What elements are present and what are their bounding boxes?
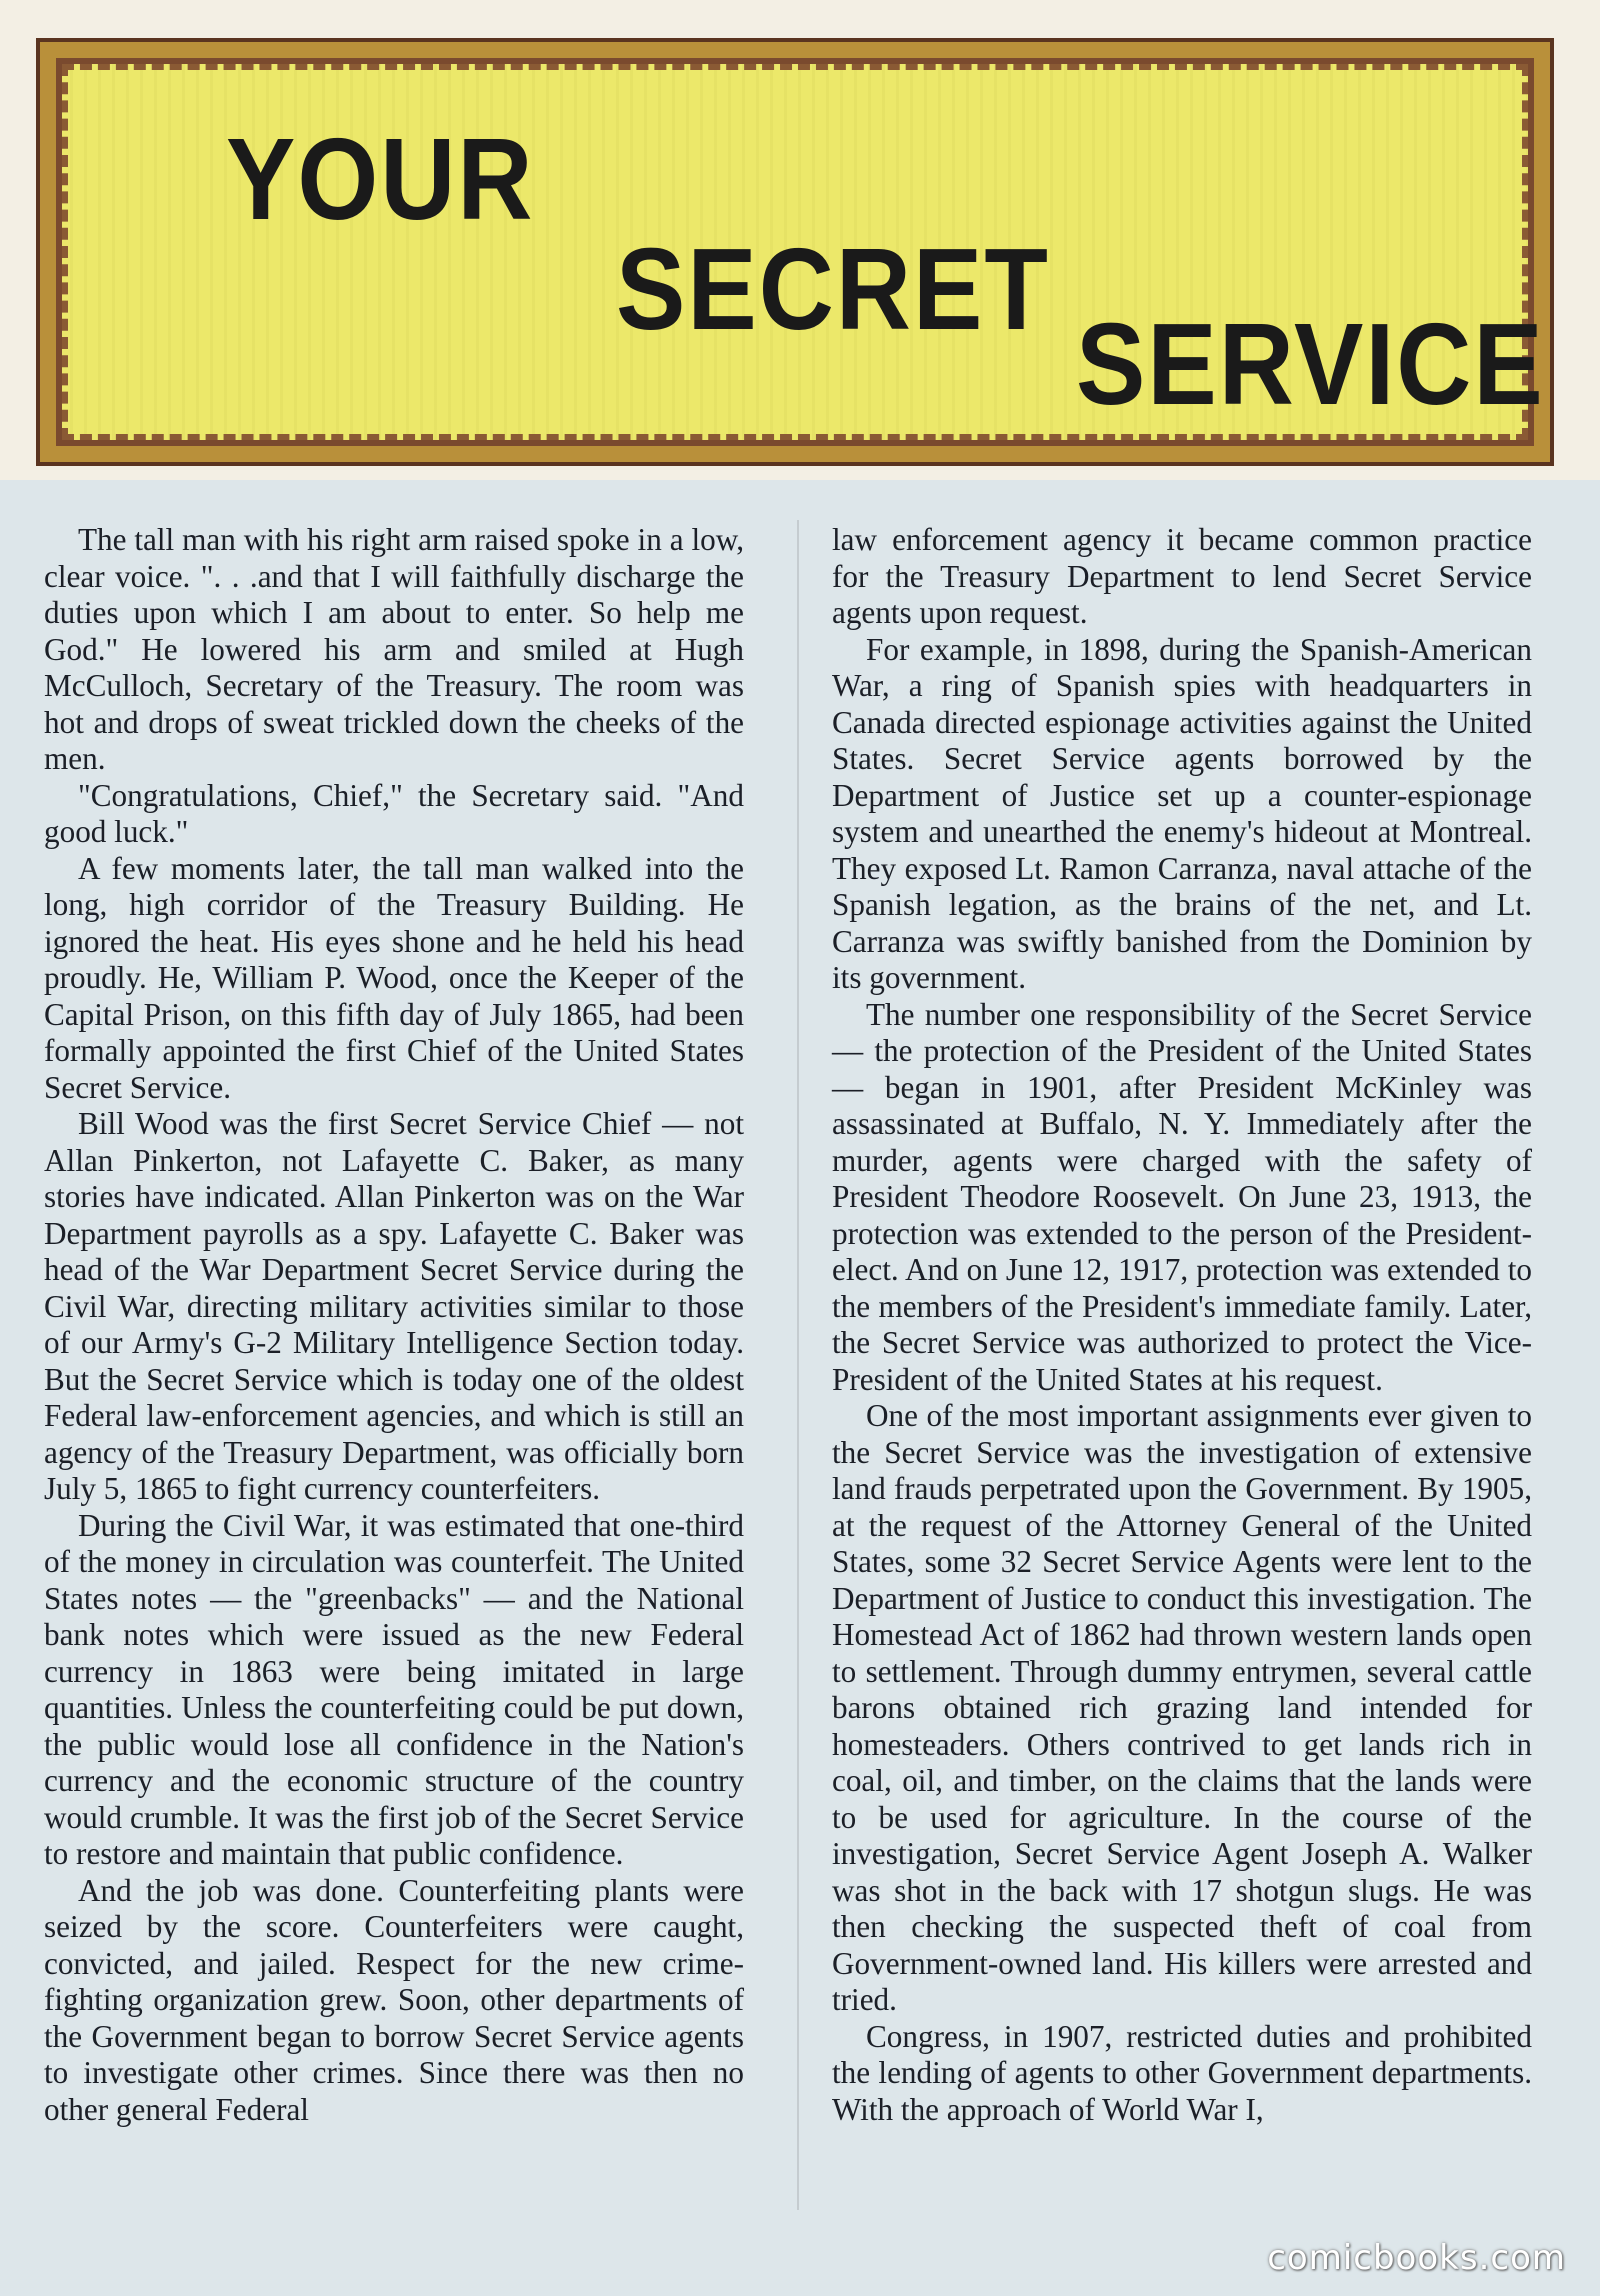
paragraph: Congress, in 1907, restricted duties and prohibited the lending of agents to other Government departments. With the approach of World War I, <box>832 2018 1532 2127</box>
paragraph: The tall man with his right arm raised spoke in a low, clear voice. ". . .and that I will faithfully discharge the duties upon which I am about to enter. So help me God." He lowered his arm and smiled at Hugh McCulloch, Secretary of the Treasury. The room was hot and drops of sweat trickled down the cheeks of the men. <box>44 522 744 776</box>
paragraph: One of the most important assignments ever given to the Secret Service was the investigation of extensive land frauds perpetrated upon the Government. By 1905, at the request of the Attorney General of the United States, some 32 Secret Service Agents were lent to the Department of Justice to conduct this investigation. The Homestead Act of 1862 had thrown western lands open to settlement. Through dummy entrymen, several cattle barons obtained rich grazing land intended for homesteaders. Others contrived to get lands rich in coal, oil, and timber, on the claims that the lands were to be used for agriculture. In the course of the investigation, Secret Service Agent Joseph A. Walker was shot in the back with 17 shotgun slugs. He was then checking the suspected theft of coal from Government-owned land. His killers were arrested and tried. <box>832 1398 1532 2017</box>
column-divider <box>797 520 799 2210</box>
paragraph: And the job was done. Counterfeiting plants were seized by the score. Counterfeiters were caught, convicted, and jailed. Respect for the new crime-fighting organization grew. Soon, other departments of the Government began to borrow Secret Service agents to investigate other crimes. Since there was then no other general Federal <box>44 1872 744 2127</box>
title-word-secret: SECRET <box>616 225 1050 355</box>
paragraph: A few moments later, the tall man walked into the long, high corridor of the Treasury Building. He ignored the heat. His eyes shone and he held his head proudly. He, William P. Wood, once the Keeper of the Capital Prison, on this fifth day of July 1865, had been formally appointed the first Chief of the United States Secret Service. <box>44 850 744 1105</box>
paragraph: During the Civil War, it was estimated that one-third of the money in circulation was counterfeit. The United States notes — the "greenbacks" — and the National bank notes which were issued as the new Federal currency in 1863 were being imitated in large quantities. Unless the counterfeiting could be put down, the public would lose all confidence in the Nation's currency and the economic structure of the country would crumble. It was the first job of the Secret Service to restore and maintain that public confidence. <box>44 1507 744 1871</box>
paragraph: "Congratulations, Chief," the Secretary said. "And good luck." <box>44 777 744 849</box>
title-word-service: SERVICE <box>1076 300 1545 430</box>
paragraph: law enforcement agency it became common practice for the Treasury Department to lend Secret Service agents upon request. <box>832 522 1532 630</box>
title-banner <box>40 42 1550 462</box>
paragraph: The number one responsibility of the Secret Service — the protection of the President of the United States — began in 1901, after President McKinley was assassinated at Buffalo, N. Y. Immediately after the murder, agents were charged with the safety of President Theodore Roosevelt. On June 23, 1913, the protection was extended to the person of the President-elect. And on June 12, 1917, protection was extended to the members of the President's immediate family. Later, the Secret Service was authorized to protect the Vice-President of the United States at his request. <box>832 996 1532 1397</box>
title-word-your: YOUR <box>226 115 535 245</box>
paragraph: For example, in 1898, during the Spanish-American War, a ring of Spanish spies with headquarters in Canada directed espionage activities against the United States. Secret Service agents borrowed by the Department of Justice set up a counter-espionage system and unearthed the enemy's hideout at Montreal. They exposed Lt. Ramon Carranza, naval attache of the Spanish legation, as the brains of the net, and Lt. Carranza was swiftly banished from the Dominion by its government. <box>832 631 1532 995</box>
site-watermark: comicbooks.com <box>1267 2238 1566 2278</box>
article-right-column <box>832 522 1532 2128</box>
paragraph: Bill Wood was the first Secret Service Chief — not Allan Pinkerton, not Lafayette C. Baker, as many stories have indicated. Allan Pinkerton was on the War Department payrolls as a spy. Lafayette C. Baker was head of the War Department Secret Service during the Civil War, directing military activities similar to those of our Army's G-2 Military Intelligence Section today. But the Secret Service which is today one of the oldest Federal law-enforcement agencies, and which is still an agency of the Treasury Department, was officially born July 5, 1865 to fight currency counterfeiters. <box>44 1106 744 1506</box>
article-left-column <box>44 522 744 2128</box>
